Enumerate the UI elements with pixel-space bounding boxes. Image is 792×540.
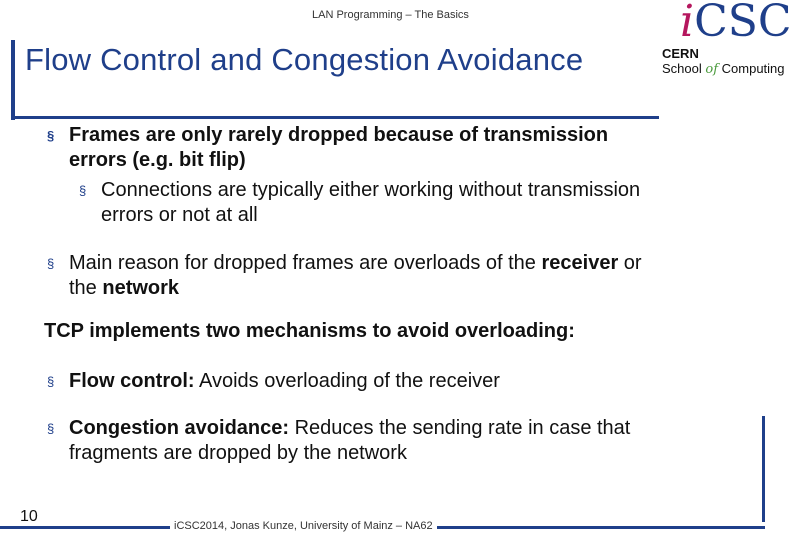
tcp-mechanisms-heading: TCP implements two mechanisms to avoid overloading: <box>44 320 575 342</box>
bullet-marker: § <box>47 374 55 389</box>
bullet-congestion-avoidance: § Congestion avoidance: Reduces the sending rate in case that fragments are dropped by the network <box>47 417 631 464</box>
slide-title: Flow Control and Congestion Avoidance <box>25 42 584 77</box>
footer-credit: iCSC2014, Jonas Kunze, University of Mainz – NA62 <box>170 520 437 532</box>
subbullet-connections: § Connections are typically either working without transmission errors or not at all <box>79 179 641 226</box>
bullet-marker: § <box>47 421 55 436</box>
page-number: 10 <box>20 508 38 525</box>
bullet-frames-dropped: § Frames are only rarely dropped because of transmission errors (e.g. bit flip) <box>47 124 609 171</box>
footer-accent-bar <box>762 416 765 522</box>
bullet-marker: § <box>79 183 87 198</box>
bullet-marker: § <box>47 256 55 271</box>
logo-cern-text: CERN <box>662 46 699 61</box>
header-small-title: LAN Programming – The Basics <box>312 9 469 21</box>
logo-mark: iCSC <box>680 0 792 47</box>
logo-school-text: School of Computing <box>662 61 785 77</box>
bullet-main-reason: § Main reason for dropped frames are overloads of the receiver or the network <box>47 252 642 299</box>
bullet-marker: § <box>47 128 55 143</box>
bullet-flow-control: § Flow control: Avoids overloading of the receiver <box>47 370 500 392</box>
